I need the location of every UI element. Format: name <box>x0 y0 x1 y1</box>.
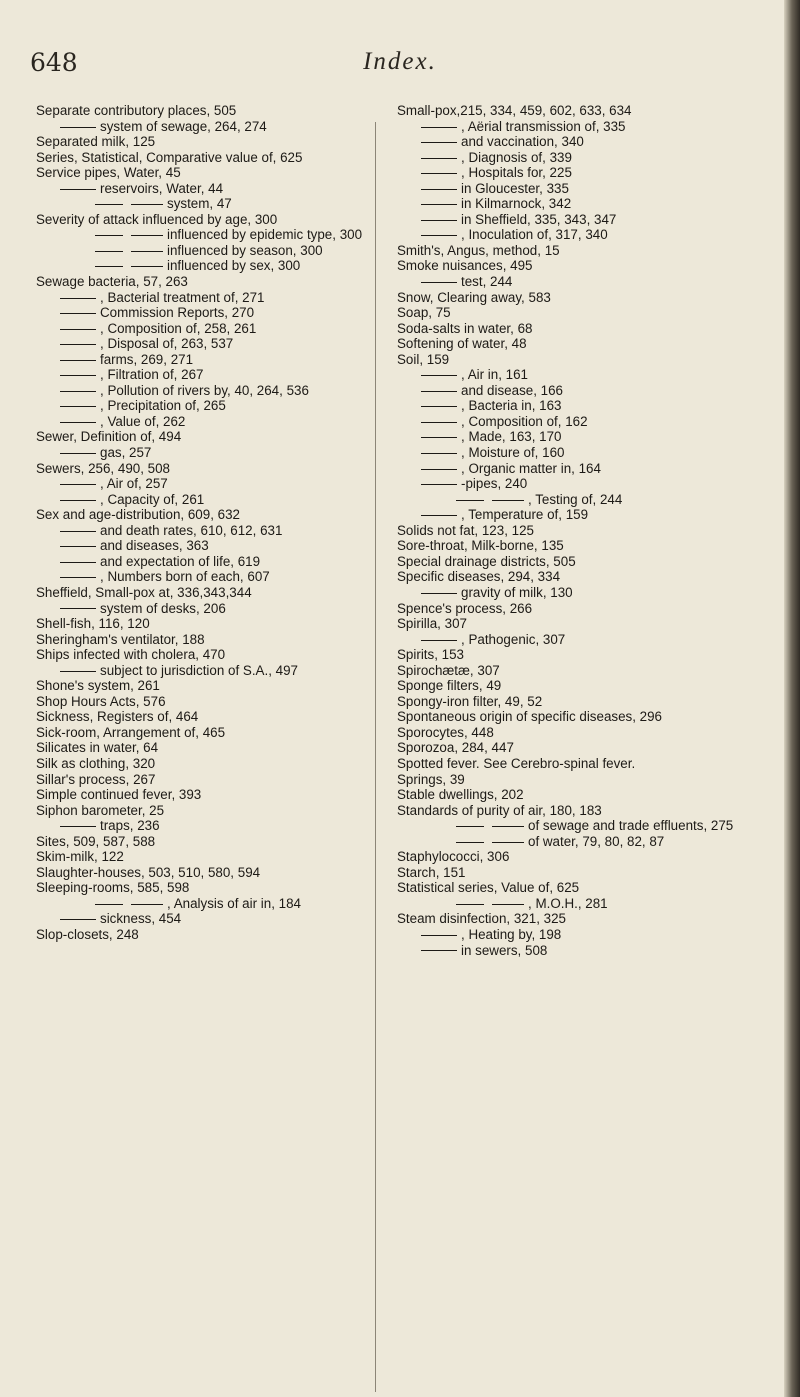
index-entry <box>397 647 742 663</box>
repeat-dash <box>421 437 457 438</box>
index-entry-text: reservoirs, Water, 44 <box>100 180 224 196</box>
index-entry <box>397 865 742 881</box>
index-entry <box>36 834 366 850</box>
index-entry-text: -pipes, 240 <box>461 476 528 492</box>
index-entry-text: , Moisture of, 160 <box>461 445 565 461</box>
repeat-dash <box>60 919 96 920</box>
index-entry-text: , Analysis of air in, 184 <box>167 895 301 911</box>
repeat-dash <box>60 189 96 190</box>
index-entry <box>397 896 742 912</box>
repeat-dash <box>421 173 457 174</box>
index-entry <box>36 849 366 865</box>
index-entry-text: Spontaneous origin of specific diseases, 296 <box>397 709 663 725</box>
index-entry-text: in Kilmarnock, 342 <box>461 196 572 212</box>
index-entry <box>397 585 742 601</box>
repeat-dash <box>456 904 484 905</box>
index-entry-text: , Filtration of, 267 <box>100 367 204 383</box>
index-entry-text: Springs, 39 <box>397 771 465 787</box>
index-entry-text: Sewage bacteria, 57, 263 <box>36 274 188 290</box>
index-entry-text: , Air in, 161 <box>461 367 528 383</box>
index-entry <box>36 678 366 694</box>
index-entry <box>36 181 366 197</box>
index-entry-text: , Organic matter in, 164 <box>461 460 601 476</box>
index-entry-text: Spirochætæ, 307 <box>397 662 500 678</box>
index-entry-text: Spongy-iron filter, 49, 52 <box>397 693 543 709</box>
repeat-dash <box>60 391 96 392</box>
index-entry-text: , Bacterial treatment of, 271 <box>100 289 265 305</box>
repeat-dash <box>421 422 457 423</box>
repeat-dash <box>131 251 163 252</box>
index-entry <box>397 943 742 959</box>
repeat-dash <box>60 484 96 485</box>
index-entry-text: gas, 257 <box>100 445 152 461</box>
index-entry-text: test, 244 <box>461 274 513 290</box>
index-entry-text: Softening of water, 48 <box>397 336 527 352</box>
index-entry-text: subject to jurisdiction of S.A., 497 <box>100 662 298 678</box>
repeat-dash <box>60 453 96 454</box>
index-entry <box>36 927 366 943</box>
index-entry <box>36 803 366 819</box>
index-entry-text: gravity of milk, 130 <box>461 584 573 600</box>
index-entry-text: Sporozoa, 284, 447 <box>397 740 514 756</box>
index-entry-text: Sillar's process, 267 <box>36 771 156 787</box>
index-entry <box>397 429 742 445</box>
index-entry <box>397 554 742 570</box>
repeat-dash <box>60 608 96 609</box>
index-entry-text: farms, 269, 271 <box>100 351 194 367</box>
index-entry-text: of water, 79, 80, 82, 87 <box>528 833 665 849</box>
index-entry <box>397 398 742 414</box>
index-entry <box>36 383 366 399</box>
index-entry <box>397 523 742 539</box>
index-entry-text: Series, Statistical, Comparative value of, 625 <box>36 149 303 165</box>
index-entry <box>36 134 366 150</box>
index-entry-text: in Gloucester, 335 <box>461 180 569 196</box>
index-entry-text: Sex and age-distribution, 609, 632 <box>36 507 240 523</box>
repeat-dash <box>421 406 457 407</box>
index-entry <box>36 632 366 648</box>
index-entry-text: Solids not fat, 123, 125 <box>397 522 534 538</box>
index-entry <box>397 336 742 352</box>
index-entry <box>397 632 742 648</box>
index-entry <box>397 243 742 259</box>
repeat-dash <box>421 950 457 951</box>
index-entry-text: , Numbers born of each, 607 <box>100 569 270 585</box>
index-entry-text: sickness, 454 <box>100 911 182 927</box>
index-entry <box>36 258 366 274</box>
index-entry <box>36 896 366 912</box>
index-entry-text: , Aërial transmission of, 335 <box>461 118 626 134</box>
index-entry <box>397 367 742 383</box>
index-entry <box>36 476 366 492</box>
index-entry-text: in sewers, 508 <box>461 942 548 958</box>
index-entry-text: Steam disinfection, 321, 325 <box>397 911 566 927</box>
index-entry <box>36 772 366 788</box>
repeat-dash <box>492 842 524 843</box>
index-entry-text: Severity of attack influenced by age, 300 <box>36 211 278 227</box>
index-entry-text: system, 47 <box>167 196 232 212</box>
index-entry <box>397 725 742 741</box>
index-entry-text: Snow, Clearing away, 583 <box>397 289 551 305</box>
index-entry <box>397 212 742 228</box>
index-entry <box>397 911 742 927</box>
index-entry-text: Skim-milk, 122 <box>36 849 124 865</box>
index-entry-text: Shop Hours Acts, 576 <box>36 693 166 709</box>
index-entry-text: system of desks, 206 <box>100 600 226 616</box>
index-entry-text: , Heating by, 198 <box>461 926 562 942</box>
index-entry <box>397 290 742 306</box>
index-entry-text: , Air of, 257 <box>100 476 168 492</box>
index-entry-text: Sore-throat, Milk-borne, 135 <box>397 538 564 554</box>
index-entry <box>397 569 742 585</box>
index-entry <box>36 616 366 632</box>
index-entry-text: traps, 236 <box>100 818 160 834</box>
index-entry-text: , Pathogenic, 307 <box>461 631 566 647</box>
repeat-dash <box>60 329 96 330</box>
index-entry-text: , Inoculation of, 317, 340 <box>461 227 608 243</box>
index-entry-text: and death rates, 610, 612, 631 <box>100 522 283 538</box>
index-entry <box>397 601 742 617</box>
repeat-dash <box>60 360 96 361</box>
index-entry-text: , Testing of, 244 <box>528 491 623 507</box>
index-entry <box>36 538 366 554</box>
index-entry <box>397 227 742 243</box>
index-entry-text: Sickness, Registers of, 464 <box>36 709 199 725</box>
repeat-dash <box>421 204 457 205</box>
index-entry <box>397 507 742 523</box>
index-entry <box>397 321 742 337</box>
index-entry-text: Silk as clothing, 320 <box>36 755 156 771</box>
index-entry <box>36 507 366 523</box>
index-entry <box>36 492 366 508</box>
repeat-dash <box>421 391 457 392</box>
index-entry-text: Silicates in water, 64 <box>36 740 159 756</box>
index-entry-text: Smith's, Angus, method, 15 <box>397 242 560 258</box>
index-entry <box>397 678 742 694</box>
repeat-dash <box>421 142 457 143</box>
index-entry <box>36 367 366 383</box>
index-entry <box>36 725 366 741</box>
index-entry <box>36 880 366 896</box>
repeat-dash <box>421 484 457 485</box>
repeat-dash <box>95 266 123 267</box>
repeat-dash <box>421 593 457 594</box>
index-entry <box>397 445 742 461</box>
repeat-dash <box>60 500 96 501</box>
index-entry <box>397 849 742 865</box>
index-entry-text: Spirilla, 307 <box>397 616 467 632</box>
index-entry-text: Statistical series, Value of, 625 <box>397 880 580 896</box>
index-entry-text: Sheffield, Small-pox at, 336,343,344 <box>36 584 252 600</box>
repeat-dash <box>95 204 123 205</box>
repeat-dash <box>60 344 96 345</box>
repeat-dash <box>456 500 484 501</box>
index-column-left <box>36 103 366 943</box>
index-entry <box>36 227 366 243</box>
index-entry <box>36 290 366 306</box>
index-entry <box>36 398 366 414</box>
index-entry-text: Sleeping-rooms, 585, 598 <box>36 880 190 896</box>
index-entry-text: , Composition of, 258, 261 <box>100 320 257 336</box>
index-entry <box>36 414 366 430</box>
index-entry <box>397 709 742 725</box>
repeat-dash <box>95 235 123 236</box>
index-entry <box>36 243 366 259</box>
book-edge <box>784 0 800 1397</box>
index-entry <box>36 445 366 461</box>
index-entry-text: Smoke nuisances, 495 <box>397 258 533 274</box>
repeat-dash <box>60 313 96 314</box>
repeat-dash <box>60 562 96 563</box>
repeat-dash <box>421 127 457 128</box>
index-entry <box>397 756 742 772</box>
index-entry <box>397 818 742 834</box>
index-entry-text: Service pipes, Water, 45 <box>36 165 181 181</box>
index-entry <box>36 756 366 772</box>
index-entry <box>397 927 742 943</box>
repeat-dash <box>421 935 457 936</box>
index-entry-text: Shone's system, 261 <box>36 678 160 694</box>
index-entry-text: Specific diseases, 294, 334 <box>397 569 561 585</box>
index-entry <box>397 492 742 508</box>
index-entry-text: , Made, 163, 170 <box>461 429 562 445</box>
index-entry-text: , M.O.H., 281 <box>528 895 608 911</box>
index-entry <box>36 787 366 803</box>
index-entry-text: , Disposal of, 263, 537 <box>100 336 234 352</box>
index-entry-text: and disease, 166 <box>461 382 563 398</box>
index-entry <box>397 134 742 150</box>
repeat-dash <box>60 546 96 547</box>
index-entry <box>36 196 366 212</box>
index-entry <box>397 880 742 896</box>
index-entry <box>397 834 742 850</box>
index-entry-text: influenced by sex, 300 <box>167 258 301 274</box>
index-entry-text: Starch, 151 <box>397 864 466 880</box>
repeat-dash <box>60 531 96 532</box>
index-entry <box>397 383 742 399</box>
index-entry <box>397 538 742 554</box>
index-entry <box>36 119 366 135</box>
index-entry-text: Sewer, Definition of, 494 <box>36 429 182 445</box>
index-entry <box>397 663 742 679</box>
index-entry-text: Soda-salts in water, 68 <box>397 320 533 336</box>
index-entry-text: system of sewage, 264, 274 <box>100 118 267 134</box>
index-entry <box>36 569 366 585</box>
page-title: Index. <box>363 48 437 75</box>
index-entry <box>36 429 366 445</box>
index-entry-text: , Hospitals for, 225 <box>461 165 572 181</box>
index-entry <box>397 165 742 181</box>
index-entry-text: Shell-fish, 116, 120 <box>36 616 150 632</box>
index-entry-text: Spirits, 153 <box>397 647 464 663</box>
repeat-dash <box>421 282 457 283</box>
index-entry <box>397 803 742 819</box>
index-entry-text: , Diagnosis of, 339 <box>461 149 572 165</box>
index-entry-text: Small-pox,215, 334, 459, 602, 633, 634 <box>397 103 632 118</box>
index-entry <box>36 663 366 679</box>
repeat-dash <box>421 220 457 221</box>
index-entry <box>36 647 366 663</box>
repeat-dash <box>456 842 484 843</box>
index-entry-text: in Sheffield, 335, 343, 347 <box>461 211 617 227</box>
index-entry <box>397 461 742 477</box>
repeat-dash <box>60 406 96 407</box>
index-entry-text: Sheringham's ventilator, 188 <box>36 631 205 647</box>
repeat-dash <box>456 826 484 827</box>
repeat-dash <box>421 375 457 376</box>
repeat-dash <box>60 422 96 423</box>
repeat-dash <box>421 235 457 236</box>
index-entry-text: and diseases, 363 <box>100 538 209 554</box>
index-entry-text: , Bacteria in, 163 <box>461 398 562 414</box>
repeat-dash <box>60 127 96 128</box>
index-entry-text: Sick-room, Arrangement of, 465 <box>36 724 226 740</box>
index-entry-text: Soil, 159 <box>397 351 450 367</box>
index-entry <box>36 554 366 570</box>
index-entry-text: Slaughter-houses, 503, 510, 580, 594 <box>36 864 261 880</box>
index-column-right <box>397 103 742 958</box>
index-entry <box>36 274 366 290</box>
index-entry-text: Stable dwellings, 202 <box>397 787 524 803</box>
index-entry <box>397 305 742 321</box>
index-entry <box>36 212 366 228</box>
index-entry <box>397 772 742 788</box>
index-entry <box>397 274 742 290</box>
index-entry-text: of sewage and trade effluents, 275 <box>528 818 734 834</box>
repeat-dash <box>131 266 163 267</box>
index-entry-text: Sponge filters, 49 <box>397 678 502 694</box>
repeat-dash <box>60 826 96 827</box>
repeat-dash <box>60 577 96 578</box>
index-entry <box>36 461 366 477</box>
repeat-dash <box>492 826 524 827</box>
index-entry-text: Slop-closets, 248 <box>36 926 139 942</box>
index-entry <box>397 119 742 135</box>
index-entry-text: , Capacity of, 261 <box>100 491 205 507</box>
repeat-dash <box>492 904 524 905</box>
repeat-dash <box>95 904 123 905</box>
index-entry-text: Separate contributory places, 505 <box>36 103 237 118</box>
index-entry-text: Commission Reports, 270 <box>100 305 255 321</box>
index-entry-text: , Temperature of, 159 <box>461 507 589 523</box>
repeat-dash <box>95 251 123 252</box>
page-number: 648 <box>30 48 78 77</box>
index-entry-text: Standards of purity of air, 180, 183 <box>397 802 602 818</box>
index-entry-text: Sporocytes, 448 <box>397 724 494 740</box>
index-entry-text: Sites, 509, 587, 588 <box>36 833 156 849</box>
index-entry-text: Spence's process, 266 <box>397 600 533 616</box>
index-entry <box>36 694 366 710</box>
index-entry <box>36 305 366 321</box>
index-entry-text: Sewers, 256, 490, 508 <box>36 460 170 476</box>
repeat-dash <box>492 500 524 501</box>
repeat-dash <box>131 204 163 205</box>
index-entry <box>397 103 742 119</box>
index-entry <box>36 103 366 119</box>
repeat-dash <box>421 189 457 190</box>
index-entry-text: , Composition of, 162 <box>461 413 588 429</box>
index-entry <box>36 740 366 756</box>
index-entry-text: Special drainage districts, 505 <box>397 553 576 569</box>
index-entry <box>36 911 366 927</box>
index-entry-text: and expectation of life, 619 <box>100 553 261 569</box>
index-entry <box>36 352 366 368</box>
index-entry <box>36 601 366 617</box>
repeat-dash <box>421 640 457 641</box>
index-entry-text: influenced by epidemic type, 300 <box>167 227 363 243</box>
index-entry-text: Staphylococci, 306 <box>397 849 510 865</box>
index-entry <box>36 523 366 539</box>
index-entry-text: Soap, 75 <box>397 305 451 321</box>
page-header <box>30 48 770 88</box>
index-entry <box>397 787 742 803</box>
index-entry-text: , Value of, 262 <box>100 413 186 429</box>
index-entry-text: Spotted fever. See Cerebro-spinal fever. <box>397 755 636 771</box>
index-entry <box>36 321 366 337</box>
repeat-dash <box>421 515 457 516</box>
repeat-dash <box>421 469 457 470</box>
index-entry <box>36 585 366 601</box>
index-entry-text: influenced by season, 300 <box>167 242 323 258</box>
repeat-dash <box>60 375 96 376</box>
repeat-dash <box>60 671 96 672</box>
index-entry-text: , Pollution of rivers by, 40, 264, 536 <box>100 382 309 398</box>
index-entry <box>36 336 366 352</box>
repeat-dash <box>131 904 163 905</box>
index-entry-text: , Precipitation of, 265 <box>100 398 226 414</box>
index-entry-text: and vaccination, 340 <box>461 134 584 150</box>
column-divider <box>375 122 376 1392</box>
index-entry <box>397 740 742 756</box>
index-entry <box>397 352 742 368</box>
index-entry-text: Simple continued fever, 393 <box>36 787 202 803</box>
index-entry <box>36 818 366 834</box>
index-entry <box>397 616 742 632</box>
index-entry-text: Ships infected with cholera, 470 <box>36 647 226 663</box>
index-entry <box>397 476 742 492</box>
index-entry <box>36 865 366 881</box>
index-entry-text: Separated milk, 125 <box>36 134 156 150</box>
repeat-dash <box>131 235 163 236</box>
repeat-dash <box>60 298 96 299</box>
index-entry <box>36 165 366 181</box>
index-entry <box>36 709 366 725</box>
index-entry-text: Siphon barometer, 25 <box>36 802 165 818</box>
index-entry <box>397 258 742 274</box>
index-entry <box>397 196 742 212</box>
index-entry <box>36 150 366 166</box>
index-entry <box>397 414 742 430</box>
index-entry <box>397 694 742 710</box>
repeat-dash <box>421 453 457 454</box>
index-entry <box>397 150 742 166</box>
index-entry <box>397 181 742 197</box>
repeat-dash <box>421 158 457 159</box>
